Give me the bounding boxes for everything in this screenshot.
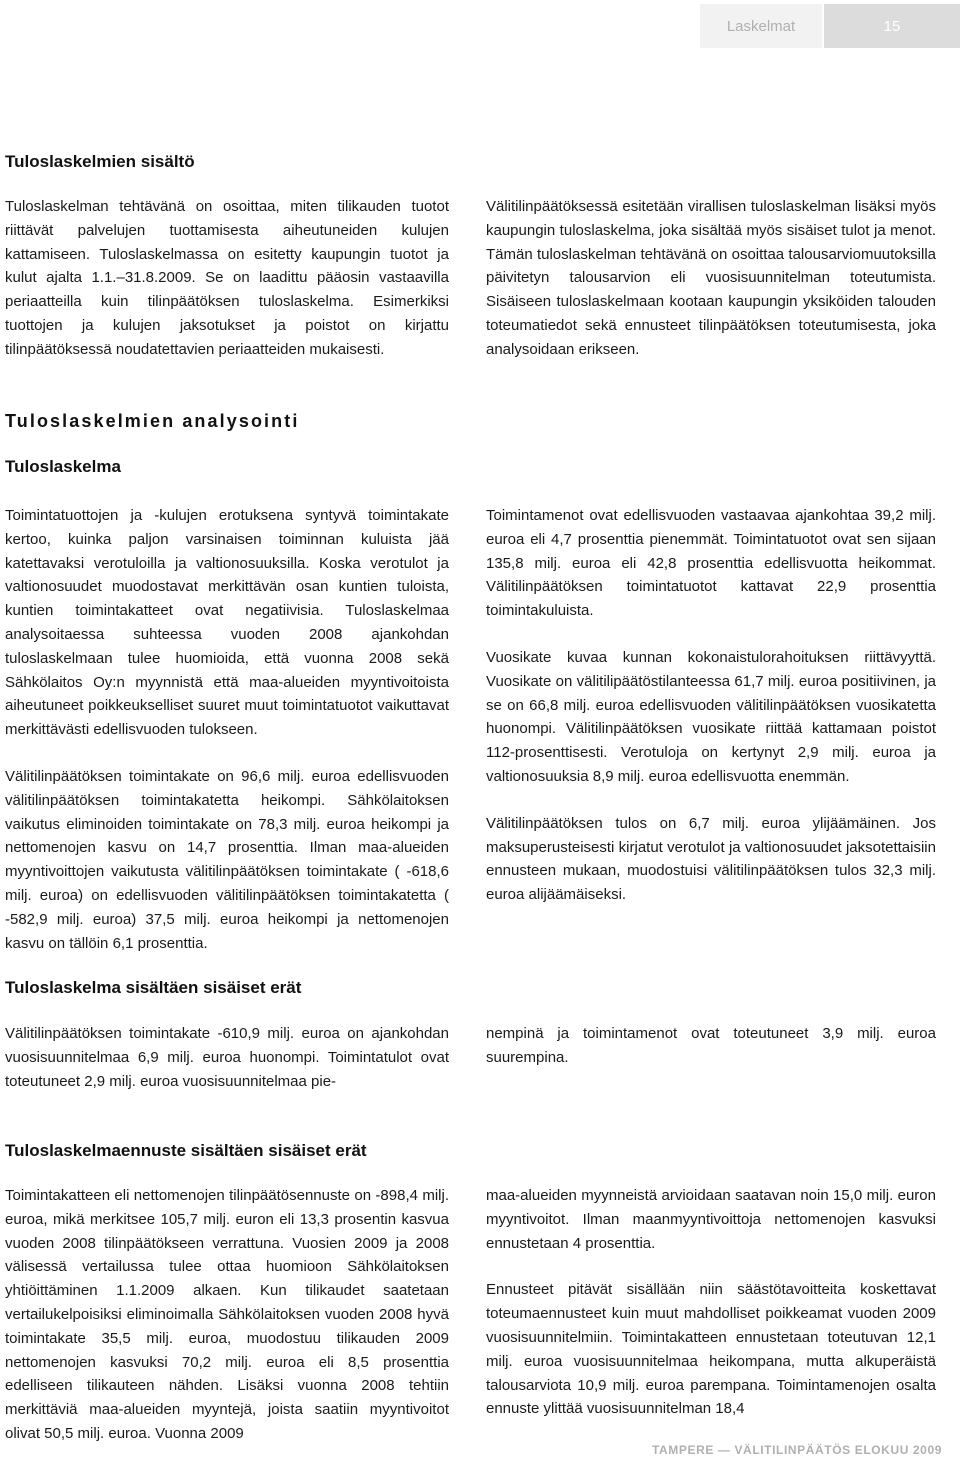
section3-right-column <box>486 1022 936 1070</box>
subheading-tuloslaskelma: Tuloslaskelma <box>5 457 121 476</box>
section-heading-analysointi: Tuloslaskelmien analysointi <box>5 411 300 431</box>
section2-left-paragraph-1: Toimintatuottojen ja -kulujen erotuksena syntyvä toimintakate kertoo, kuinka paljon varsinaisen toiminnan kuluista jää katettavaksi verotuloilla ja valtionosuuksilla. Koska verotulot ja valtionosuudet muodostavat merkittävän osan kuntien tuloista, kuntien toimintakatteet ovat negatiivisia. Tuloslaskelmaa analysoitaessa suhteessa vuoden 2008 ajankohdan tuloslaskelmaan tulee huomioida, että vuonna 2008 sekä Sähkölaitos Oy:n myynnistä että maa-alueiden myyntivoitoista aiheutuneet poikkeukselliset suuret muut toimintatuotot vaikuttavat merkittävästi edellisvuoden tulokseen. <box>5 507 449 739</box>
section3-left-column <box>5 1022 449 1093</box>
section2-right-paragraph-3: Välitilinpäätöksen tulos on 6,7 milj. euroa ylijäämäinen. Jos maksuperusteisesti kirjatut verotulot ja valtionosuudet jaksotettaisiin ennusteen mukaan, muodostuisi välitilinpäätöksen tulos 32,3 milj. euroa alijäämäiseksi. <box>486 814 936 904</box>
section4-right-paragraph-2: Ennusteet pitävät sisällään niin säästötavoitteita koskettavat toteumaennusteet kuin muut mahdolliset poikkeamat vuoden 2009 vuosisuunnitelmiin. Toimintakatteen ennustetaan toteutuvan 12,1 milj. euroa vuosisuunnitelmaa heikompana, mutta alkuperäistä talousarviota 10,9 milj. euroa parempana. Toimintamenojen osalta ennuste ylittää vuosisuunnitelman 18,4 <box>486 1281 936 1418</box>
page-number: 15 <box>824 4 960 48</box>
section-heading-sisaiset-erat: Tuloslaskelma sisältäen sisäiset erät <box>5 978 302 997</box>
section2-right-paragraph-2: Vuosikate kuvaa kunnan kokonaistulorahoituksen riittävyyttä. Vuosikate on välitilipäätöstilanteessa 61,7 milj. euroa positiivinen, ja se on 66,8 milj. euroa edellisvuoden välitilinpäätöksen vuosikatetta huonompi. Välitilinpäätöksen vuosikate riittää kattamaan poistot 112-prosenttisesti. Verotuloja on kertynyt 2,9 milj. euroa ja valtionosuuksia 8,9 milj. euroa edellisvuotta enemmän. <box>486 648 936 785</box>
section1-left-column <box>5 195 449 362</box>
section4-left-column <box>5 1184 449 1446</box>
section2-right-paragraph-1: Toimintamenot ovat edellisvuoden vastaavaa ajankohtaa 39,2 milj. euroa eli 4,7 prosenttia pienemmät. Toimintatuotot ovat sen sijaan 135,8 milj. euroa eli 42,8 prosenttia edellisvuotta heikommat. Välitilinpäätöksen toimintatuotot kattavat 22,9 prosenttia toimintakuluista. <box>486 507 936 620</box>
section2-right-column <box>486 504 936 907</box>
section-heading-ennuste: Tuloslaskelmaennuste sisältäen sisäiset erät <box>5 1141 367 1160</box>
section2-left-column <box>5 504 449 955</box>
section-heading-tuloslaskelmien-sisalto: Tuloslaskelmien sisältö <box>5 152 195 171</box>
section4-left-paragraph: Toimintakatteen eli nettomenojen tilinpäätösennuste on -898,4 milj. euroa, mikä merkitsee 105,7 milj. euron eli 13,3 prosentin kasvua vuoden 2008 tilinpäätökseen verrattuna. Vuosien 2009 ja 2008 välisessä vertailussa tulee ottaa huomioon Sähkölaitoksen yhtiöittäminen 1.1.2009 alkaen. Kun tilikaudet saatetaan vertailukelpoisiksi eliminoimalla Sähkölaitoksen vuoden 2008 hyvä toimintakate 35,5 milj. euroa, muodostuu tilikauden 2009 nettomenojen kasvuksi 70,2 milj. euroa eli 8,5 prosenttia edelliseen tilikauteen nähden. Lisäksi vuonna 2008 tehtiin merkittäviä maa-alueiden myyntejä, joista saatiin myyntivoitot olivat 50,5 milj. euroa. Vuonna 2009 <box>5 1187 449 1442</box>
section1-right-column <box>486 195 936 362</box>
section3-right-paragraph: nempinä ja toimintamenot ovat toteutuneet 3,9 milj. euroa suurempina. <box>486 1025 936 1066</box>
section1-left-paragraph: Tuloslaskelman tehtävänä on osoittaa, miten tilikauden tuotot riittävät palvelujen tuottamisesta aiheutuneiden kulujen kattamiseen. Tuloslaskelmassa on esitetty kaupungin tuotot ja kulut ajalta 1.1.–31.8.2009. Se on laadittu pääosin vastaavilla periaatteilla kuin tilinpäätöksen tuloslaskelma. Esimerkiksi tuottojen ja kulujen jaksotukset ja poistot on kirjattu tilinpäätöksessä noudatettavien periaatteiden mukaisesti. <box>5 198 449 358</box>
page-footer: TAMPERE — VÄLITILINPÄÄTÖS ELOKUU 2009 <box>652 1443 943 1457</box>
section-label: Laskelmat <box>700 4 822 48</box>
section2-left-paragraph-2: Välitilinpäätöksen toimintakate on 96,6 milj. euroa edellisvuoden välitilinpäätöksen toimintakatetta heikompi. Sähkölaitoksen vaikutus eliminoiden toimintakate on 78,3 milj. euroa heikompi ja nettomenojen kasvu on 14,7 prosenttia. Ilman maa-alueiden myyntivoittojen vaikutusta välitilinpäätöksen toimintakate ( -618,6 milj. euroa) on edellisvuoden välitilinpäätöksen toimintakatetta ( -582,9 milj. euroa) 37,5 milj. euroa heikompi ja nettomenojen kasvu on tällöin 6,1 prosenttia. <box>5 767 449 952</box>
section1-right-paragraph: Välitilinpäätöksessä esitetään virallisen tuloslaskelman lisäksi myös kaupungin tuloslaskelma, joka sisältää myös sisäiset tulot ja menot. Tämän tuloslaskelman tehtävänä on osoittaa talousarviomuutoksilla päivitetyn talousarvion eli vuosisuunnitelman toteutumista. Sisäiseen tuloslaskelmaan kootaan kaupungin yksiköiden talouden toteumatiedot sekä ennusteet tilinpäätöksen toteutumisesta, joka analysoidaan erikseen. <box>486 198 936 358</box>
section4-right-paragraph-1: maa-alueiden myynneistä arvioidaan saatavan noin 15,0 milj. euron myyntivoitot. Ilman maanmyyntivoittoja nettomenojen kasvuksi ennustetaan 4 prosenttia. <box>486 1187 936 1252</box>
section3-left-paragraph: Välitilinpäätöksen toimintakate -610,9 milj. euroa on ajankohdan vuosisuunnitelmaa 6,9 milj. euroa huonompi. Toimintatulot ovat toteutuneet 2,9 milj. euroa vuosisuunnitelmaa pie- <box>5 1025 449 1090</box>
section4-right-column <box>486 1184 936 1421</box>
